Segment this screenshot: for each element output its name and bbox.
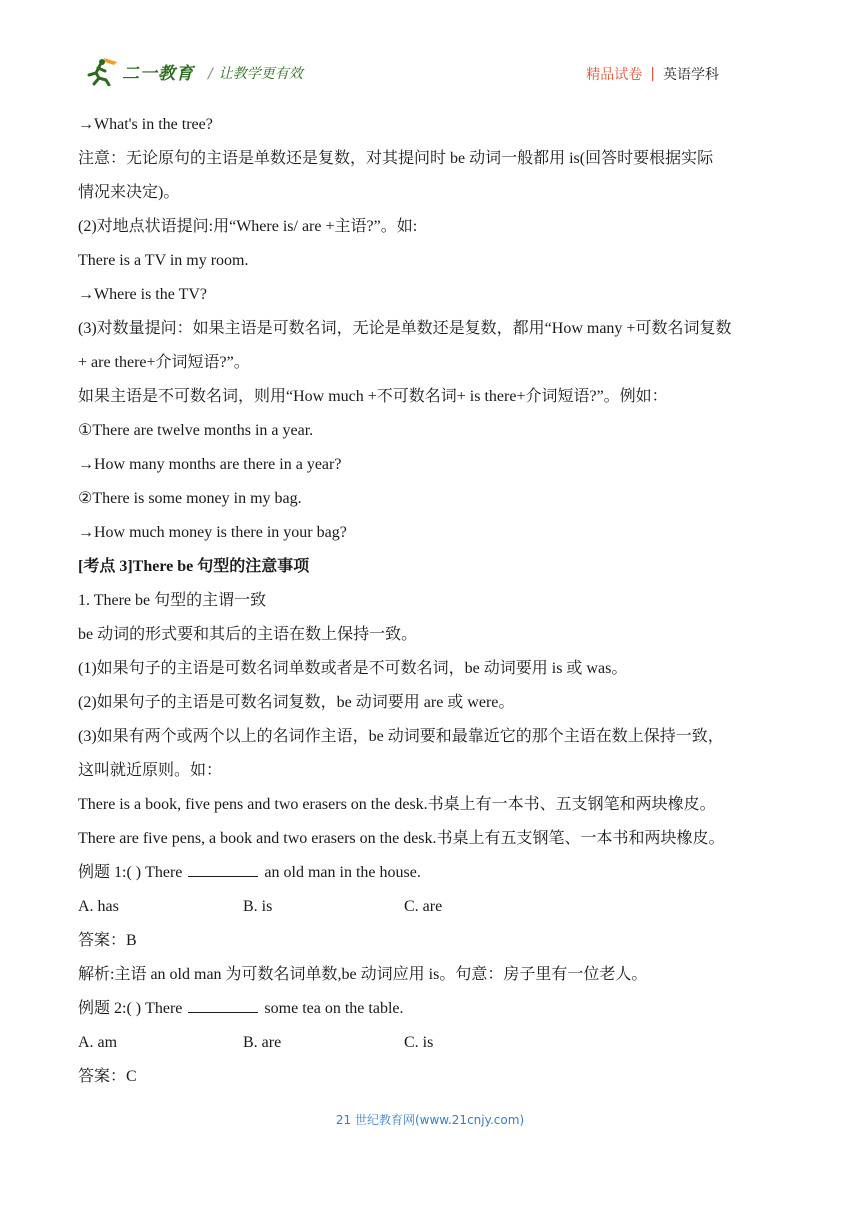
slogan (208, 63, 303, 83)
text-line: (2)对地点状语提问:用“Where is/ are +主语?”。如: (78, 218, 418, 235)
text-line: (3)对数量提问：如果主语是可数名词，无论是单数还是复数，都用“How many +可数名词复数 (78, 320, 732, 337)
text-line: →Where is the TV? (78, 286, 207, 303)
text-line: (2)如果句子的主语是可数名词复数，be 动词要用 are 或 were。 (78, 694, 515, 711)
example-2-answer: 答案：C (78, 1068, 137, 1085)
example-2-question (78, 992, 784, 1026)
text-line: There is a TV in my room. (78, 252, 249, 269)
text-line: →What's in the tree? (78, 116, 213, 133)
answer-blank (188, 996, 258, 1013)
example-1-suffix: an old man in the house. (264, 864, 421, 881)
section-heading: [考点 3]There be 句型的注意事项 (78, 558, 310, 575)
example-2-options (78, 1026, 784, 1060)
text-line: (1)如果句子的主语是可数名词单数或者是不可数名词，be 动词要用 is 或 was。 (78, 660, 628, 677)
example-1-question (78, 856, 784, 890)
option-a: A. am (78, 1034, 118, 1051)
page-footer[interactable]: 21 世纪教育网(www.21cnjy.com) (335, 1113, 525, 1127)
tag-separator: | (650, 66, 655, 82)
example-1-prefix: 例题 1:( ) There (78, 864, 183, 881)
runner-logo-icon (84, 56, 120, 86)
slash-icon: / (208, 66, 213, 82)
header-tags (586, 64, 719, 84)
text-line: ①There are twelve months in a year. (78, 422, 314, 439)
example-2-prefix: 例题 2:( ) There (78, 1000, 183, 1017)
text-line: There are five pens, a book and two erasers on the desk.书桌上有五支钢笔、一本书和两块橡皮。 (78, 830, 725, 847)
text-line: + are there+介词短语?”。 (78, 354, 250, 371)
example-1-analysis: 解析:主语 an old man 为可数名词单数,be 动词应用 is。句意：房子里有一位老人。 (78, 966, 648, 983)
example-1-answer: 答案：B (78, 932, 137, 949)
text-line: 1. There be 句型的主谓一致 (78, 592, 267, 609)
brand-name: 二一教育 (122, 63, 194, 84)
slogan-text: 让教学更有效 (218, 66, 303, 82)
page-header (0, 0, 860, 100)
example-1-options (78, 890, 784, 924)
option-a: A. has (78, 898, 119, 915)
text-line: 情况来决定)。 (78, 184, 180, 201)
example-2-suffix: some tea on the table. (264, 1000, 404, 1017)
option-c: C. are (404, 898, 443, 915)
text-line: 如果主语是不可数名词，则用“How much +不可数名词+ is there+介词短语?”。例如： (78, 388, 668, 405)
text-line: (3)如果有两个或两个以上的名词作主语，be 动词要和最靠近它的那个主语在数上保持一致， (78, 728, 724, 745)
text-line: 注意：无论原句的主语是单数还是复数，对其提问时 be 动词一般都用 is(回答时要根据实际 (78, 150, 714, 167)
tag-subject: 英语学科 (663, 67, 719, 83)
tag-premium: 精品试卷 (586, 67, 643, 83)
text-line: →How many months are there in a year? (78, 456, 342, 473)
option-c: C. is (404, 1034, 434, 1051)
option-b: B. are (243, 1034, 282, 1051)
document-body (78, 108, 784, 1094)
brand-logo (84, 56, 194, 86)
text-line: There is a book, five pens and two erasers on the desk.书桌上有一本书、五支钢笔和两块橡皮。 (78, 796, 716, 813)
option-b: B. is (243, 898, 273, 915)
text-line: be 动词的形式要和其后的主语在数上保持一致。 (78, 626, 418, 643)
text-line: 这叫就近原则。如： (78, 762, 223, 779)
text-line: →How much money is there in your bag? (78, 524, 347, 541)
text-line: ②There is some money in my bag. (78, 490, 302, 507)
answer-blank (188, 860, 258, 877)
